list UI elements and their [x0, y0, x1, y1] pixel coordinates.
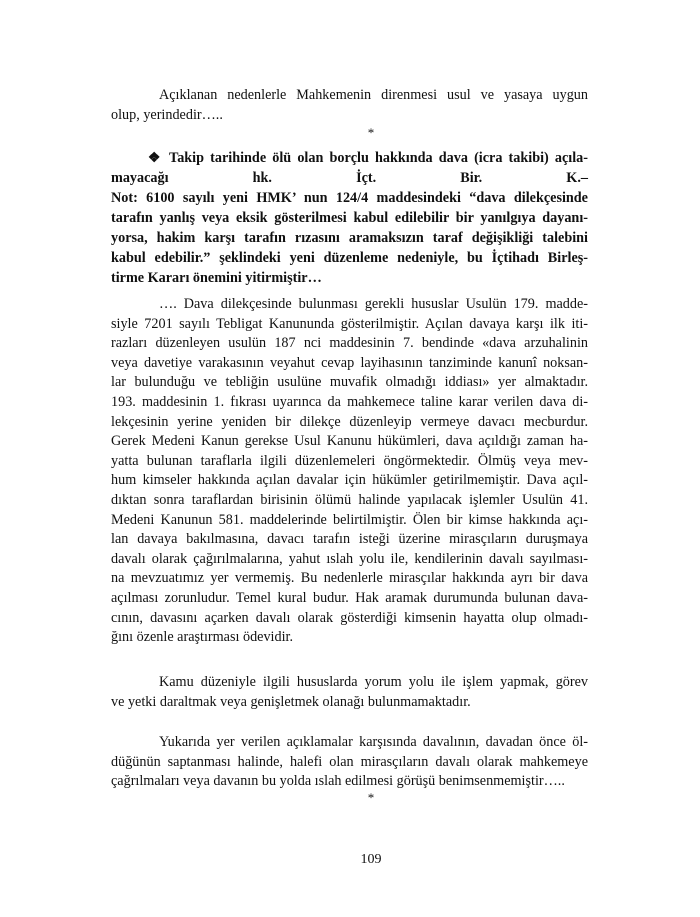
text-line: dıktan sonra taraflardan birisinin ölümü halinde yapılacak işlemler Usulün 41.: [111, 491, 588, 508]
text-line: lar bulunduğu ve tebliğin usulüne muvafik olmadığı iddiası» yer almaktadır.: [111, 374, 588, 391]
separator-asterisk: *: [367, 125, 375, 140]
intro-paragraph: [111, 86, 588, 125]
text-line: davalı olarak çağırılmalarına, yahut ıslah yolu ile, kendilerinin davalı sayılması-: [111, 550, 588, 567]
closing-paragraph: [111, 733, 588, 792]
text-line: na mevzuatımız yer vermemiş. Bu nedenlerle mirasçılar hakkında ayrı bir dava: [111, 570, 588, 587]
text-line: lekçesinin yerine yeniden bir dilekçe düzenleyip vermeye davacı mecburdur.: [111, 413, 588, 430]
text-line: Not: 6100 sayılı yeni HMK’ nun 124/4 maddesindeki “dava dilekçesinde: [111, 190, 588, 206]
text-line: olup, yerindedir…..: [111, 106, 223, 123]
page-number: 109: [360, 852, 382, 867]
text-line: Kamu düzeniyle ilgili hususlarda yorum yolu ile işlem yapmak, görev: [159, 674, 588, 690]
text-line: lan davaya bakılmasına, davacı tarafın isteği üzerine mirasçıların duruşmaya: [111, 531, 588, 548]
text-line: çağrılmaları veya davanın bu yolda ıslah edilmesi görüşü benimsenmemiştir…..: [111, 773, 565, 790]
text-line: Açıklanan nedenlerle Mahkemenin direnmesi usul ve yasaya uygun: [159, 87, 588, 103]
text-line: açılması zorunludur. Temel kural budur. Hak aramak durumunda bulunan dava-: [111, 589, 588, 606]
text-line: düğünün saptanması halinde, halefi olan mirasçıların davalı olarak mahkemeye: [111, 753, 588, 770]
text-line: ❖ Takip tarihinde ölü olan borçlu hakkında dava (icra takibi) açıla-: [111, 150, 588, 166]
main-paragraph: [111, 295, 588, 648]
text-line: veya davetiye varakasının veyahut cevap layihasının tanziminde kanunî noksan-: [111, 354, 588, 371]
text-line: …. Dava dilekçesinde bulunması gerekli hususlar Usulün 179. madde-: [159, 296, 588, 312]
text-line: yorsa, hakim karşı tarafın rızasını aramaksızın taraf değişikliği talebini: [111, 230, 588, 246]
text-line: yatta bulunan taraflarla ilgili düzenlemeleri öngörmektedir. Ölmüş veya mev-: [111, 452, 588, 469]
text-line: razları düzenleyen usulün 187 nci maddesinin 7. bendinde «dava arzuhalinin: [111, 335, 588, 352]
text-line: 193. maddesinin 1. fıkrası uyarınca da mahkemece taline karar verilen dava di-: [111, 393, 588, 410]
text-line: tirme Kararı önemini yitirmiştir…: [111, 270, 322, 286]
text-line: kabul edebilir.” şeklindeki yeni düzenleme nedeniyle, bu İçtihadı Birleş-: [111, 250, 588, 266]
text-line: mayacağı hk. İçt. Bir. K.–: [111, 170, 588, 186]
text-line: ğını özenle araştırması ödevidir.: [111, 629, 294, 646]
text-line: Yukarıda yer verilen açıklamalar karşısında davalının, davadan önce öl-: [159, 734, 588, 750]
text-line: Gerek Medeni Kanun gerekse Usul Kanunu hükümleri, dava açıldığı zaman ha-: [111, 433, 588, 450]
text-line: ve yetki daraltmak veya genişletmek olanağı bulunmamaktadır.: [111, 693, 471, 710]
text-line: hum kimseler hakkında açılan davalar için hükümler getirilmemiştir. Dava açıl-: [111, 472, 588, 489]
text-line: siyle 7201 sayılı Tebligat Kanununda gösterilmiştir. Açılan davaya karşı ilk iti-: [111, 315, 588, 332]
text-line: tarafın yanlış veya eksik gösterilmesi kabul edilebilir bir yanılgıya dayanı-: [111, 210, 588, 226]
text-line: cının, davasını açarken davalı olarak gösterdiği kimsenin hayatta olup olmadı-: [111, 609, 588, 626]
separator-asterisk: *: [367, 790, 375, 805]
heading-note: [111, 148, 588, 288]
text-line: Medeni Kanunun 581. maddelerinde belirtilmiştir. Ölen bir kimse hakkında açı-: [111, 511, 588, 528]
kanu-paragraph: [111, 673, 588, 712]
